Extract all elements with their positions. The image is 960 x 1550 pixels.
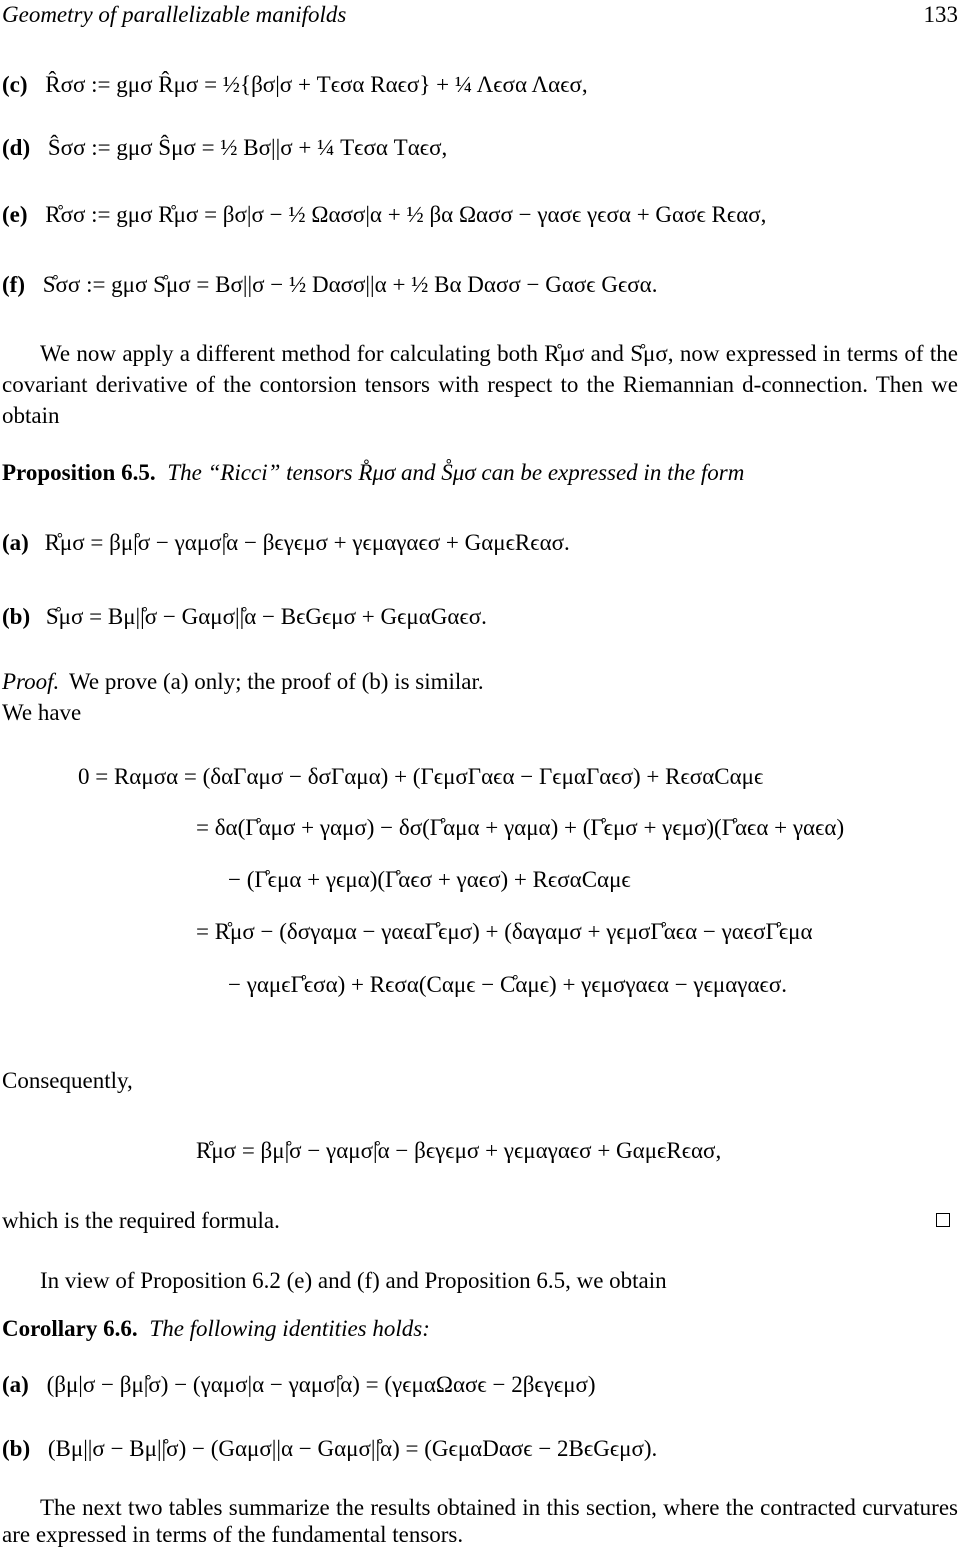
proposition-statement: The “Ricci” tensors R̊μσ and S̊μσ can be expressed in the form [167,460,745,485]
in-view-paragraph: In view of Proposition 6.2 (e) and (f) and Proposition 6.5, we obtain [40,1268,667,1293]
proposition-item-b [2,602,487,632]
consequence-equation: R̊μσ = βμ|̊σ − γαμσ|̊α − βϵγϵμσ + γϵμαγαϵσ + GαμϵRϵασ, [196,1138,722,1163]
consequently: Consequently, [2,1068,133,1093]
proposition-heading: Proposition 6.5. [2,460,156,485]
equation-label: (e) [2,202,28,227]
proof-text: We prove (a) only; the proof of (b) is similar. [69,669,484,694]
derivation-line-5: − γαμϵΓ̊ϵσα) + Rϵσα(Cαμϵ − C̊αμϵ) + γϵμσγαϵα − γϵμαγαϵσ. [228,972,787,997]
equation-text: Ŝσσ := gμσ Ŝμσ = ½ Bσ||σ + ¼ Tϵσα Tαϵσ, [47,135,448,160]
item-label: (b) [2,1436,31,1461]
corollary-heading: Corollary 6.6. [2,1316,138,1341]
item-text: S̊μσ = Bμ||̊σ − Gαμσ||̊α − BϵGϵμσ + GϵμαGαϵσ. [45,604,487,629]
required-formula: which is the required formula. [2,1208,280,1233]
closing-paragraph: The next two tables summarize the results obtained in this section, where the contracted curvatures are expressed in terms of the fundamental tensors. [2,1495,958,1547]
corollary-statement: The following identities holds: [149,1316,430,1341]
equation-c [2,70,588,100]
derivation-line-4: = R̊μσ − (δσγαμα − γαϵαΓ̊ϵμσ) + (δαγαμσ + γϵμσΓ̊αϵα − γαϵσΓ̊ϵμα [196,919,813,944]
qed-box [936,1213,950,1227]
equation-text: R̂σσ := gμσ R̂μσ = ½{βσ|σ + Tϵσα Rαϵσ} + ¼ Λϵσα Λαϵσ, [45,72,588,97]
item-text: (Bμ||σ − Bμ||̊σ) − (Gαμσ||α − Gαμσ||̊α) = (GϵμαDασϵ − 2BϵGϵμσ). [47,1436,658,1461]
we-have: We have [2,700,82,725]
item-text: R̊μσ = βμ|̊σ − γαμσ|̊α − βϵγϵμσ + γϵμαγαϵσ + GαμϵRϵασ. [44,530,570,555]
equation-label: (c) [2,72,28,97]
proposition-block [2,458,744,488]
equation-e [2,200,766,230]
page-number: 133 [923,2,958,27]
corollary-item-a [2,1370,596,1400]
equation-label: (f) [2,272,25,297]
item-label: (a) [2,1372,29,1397]
equation-text: S̊σσ := gμσ S̊μσ = Bσ||σ − ½ Dασσ||α + ½ Bα Dασσ − Gασϵ Gϵσα. [42,272,658,297]
running-header-title: Geometry of parallelizable manifolds [2,2,347,27]
corollary-item-b [2,1434,657,1464]
proof-heading: Proof. [2,669,60,694]
proof-line [2,667,484,697]
equation-f [2,270,657,300]
equation-text: R̊σσ := gμσ R̊μσ = βσ|σ − ½ Ωασσ|α + ½ βα Ωασσ − γασϵ γϵσα + Gασϵ Rϵασ, [45,202,767,227]
item-label: (a) [2,530,29,555]
item-text: (βμ|σ − βμ|̊σ) − (γαμσ|α − γαμσ|̊α) = (γϵμαΩασϵ − 2βϵγϵμσ) [46,1372,596,1397]
derivation-line-1: 0 = Rαμσα = (δαΓαμσ − δσΓαμα) + (ΓϵμσΓαϵα − ΓϵμαΓαϵσ) + RϵσαCαμϵ [78,764,764,789]
item-label: (b) [2,604,31,629]
equation-label: (d) [2,135,31,160]
equation-d [2,133,447,163]
derivation-line-2: = δα(Γ̊αμσ + γαμσ) − δσ(Γ̊αμα + γαμα) + (Γ̊ϵμσ + γϵμσ)(Γ̊αϵα + γαϵα) [196,815,845,840]
corollary-block [2,1314,430,1344]
intro-paragraph: We now apply a different method for calculating both R̊μσ and S̊μσ, now expressed in terms of the covariant derivative of the contorsion tensors with respect to the Riemannian d-connection. Then we obtain [2,341,958,428]
derivation-line-3: − (Γ̊ϵμα + γϵμα)(Γ̊αϵσ + γαϵσ) + RϵσαCαμϵ [228,867,631,892]
proposition-item-a [2,528,570,558]
